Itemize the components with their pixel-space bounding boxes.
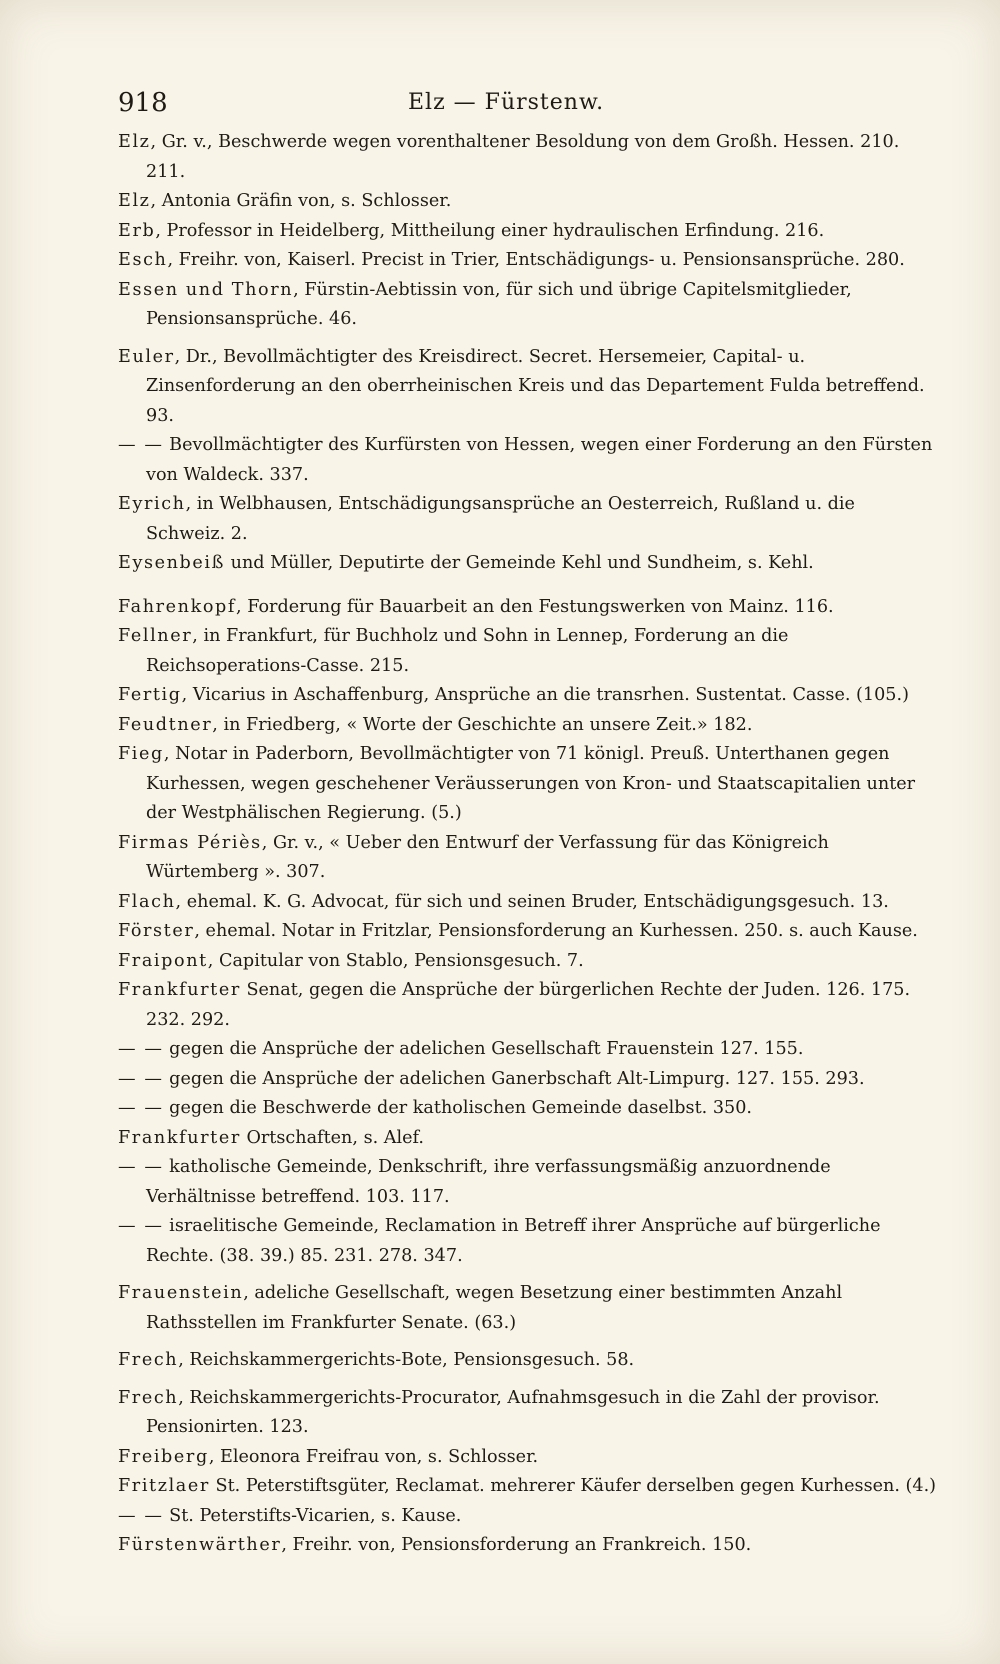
entry-name: Fürstenwärther xyxy=(118,1535,282,1555)
entry-text: St. Peterstifts-Vicarien, s. Kause. xyxy=(163,1505,462,1526)
entry-name: Frankfurter xyxy=(118,1127,241,1148)
index-entry xyxy=(118,976,938,1035)
index-entry xyxy=(118,276,938,335)
entry-text: , Notar in Paderborn, Bevollmächtigter von 71 königl. Preuß. Unterthanen gegen Kurhessen, wegen geschehener Veräusserungen von Kron- und Staatscapitalien unter der Westphälischen Regierung. (5.) xyxy=(146,744,916,823)
entry-name: — — xyxy=(118,1505,164,1526)
entry-text: , Reichskammergerichts-Bote, Pensionsgesuch. 58. xyxy=(178,1350,635,1370)
entry-name: Freiberg xyxy=(118,1446,209,1467)
entry-name: — — xyxy=(118,1216,164,1236)
entry-name: Frech xyxy=(118,1387,179,1408)
entry-text: , Vicarius in Aschaffenburg, Ansprüche an die transrhen. Sustentat. Casse. (105.) xyxy=(181,685,909,705)
index-entry xyxy=(118,1472,938,1502)
entry-name: Elz xyxy=(118,132,151,152)
entry-name: — — xyxy=(118,1068,164,1089)
index-entry xyxy=(118,1531,938,1561)
entry-text: , in Frankfurt, für Buchholz und Sohn in Lennep, Forderung an die Reichsoperations-Casse. 215. xyxy=(146,626,789,676)
entry-name: Fertig xyxy=(118,685,182,705)
index-entry xyxy=(118,128,938,187)
index-entry xyxy=(118,947,938,977)
entry-text: israelitische Gemeinde, Reclamation in Betreff ihrer Ansprüche auf bürgerliche Rechte. (38. 39.) 85. 231. 278. 347. xyxy=(146,1216,881,1266)
index-entry xyxy=(118,490,938,549)
index-entry xyxy=(118,1124,938,1154)
entry-text: , Dr., Bevollmächtigter des Kreisdirect. Secret. Hersemeier, Capital- u. Zinsenforderung an den oberrheinischen Kreis und das Departement Fulda betreffend. 93. xyxy=(146,346,925,426)
index-entry xyxy=(118,217,938,247)
index-entry xyxy=(118,711,938,741)
entry-text: gegen die Ansprüche der adelichen Gesellschaft Frauenstein 127. 155. xyxy=(163,1039,804,1059)
entry-text: Ortschaften, s. Alef. xyxy=(240,1127,425,1148)
entry-name: Fieg xyxy=(118,744,164,764)
running-title: Elz — Fürstenw. xyxy=(408,90,605,115)
index-entry xyxy=(118,917,938,947)
index-entry xyxy=(118,1153,938,1212)
entry-name: Flach xyxy=(118,891,176,912)
entry-name: Fahrenkopf xyxy=(118,596,237,617)
entry-name: Frech xyxy=(118,1350,179,1370)
index-entry xyxy=(118,1035,938,1065)
page-header xyxy=(118,88,938,122)
entry-text: und Müller, Deputirte der Gemeinde Kehl und Sundheim, s. Kehl. xyxy=(225,553,814,573)
entry-name: Frankfurter xyxy=(118,980,241,1000)
index-entry xyxy=(118,1384,938,1443)
entry-text: , in Welbhausen, Entschädigungsansprüche an Oesterreich, Rußland u. die Schweiz. 2. xyxy=(146,494,855,544)
entry-text: , Freihr. von, Kaiserl. Precist in Trier, Entschädigungs- u. Pensionsansprüche. 280. xyxy=(167,250,905,270)
index-entry xyxy=(118,681,938,711)
index-entry xyxy=(118,549,938,579)
entry-text: , in Friedberg, « Worte der Geschichte an unsere Zeit.» 182. xyxy=(212,714,753,735)
index-entry xyxy=(118,1065,938,1095)
entry-text: , ehemal. K. G. Advocat, für sich und seinen Bruder, Entschädigungsgesuch. 13. xyxy=(175,891,889,912)
index-entry xyxy=(118,1279,938,1338)
entry-name: Eysenbeiß xyxy=(118,553,226,573)
entry-name: Feudtner xyxy=(118,714,213,735)
entry-name: Fritzlaer xyxy=(118,1476,210,1496)
entry-text: Senat, gegen die Ansprüche der bürgerlichen Rechte der Juden. 126. 175. 232. 292. xyxy=(146,980,911,1030)
index-entry xyxy=(118,888,938,918)
entry-name: Frauenstein xyxy=(118,1283,244,1303)
entry-text: , Professor in Heidelberg, Mittheilung einer hydraulischen Erfindung. 216. xyxy=(155,220,825,241)
entry-name: Essen und Thorn xyxy=(118,279,294,300)
entry-name: Esch xyxy=(118,250,168,270)
entry-text: , Gr. v., Beschwerde wegen vorenthaltener Besoldung von dem Großh. Hessen. 210. 211. xyxy=(146,132,900,182)
entry-name: — — xyxy=(118,1157,164,1177)
entry-name: Fellner xyxy=(118,626,193,646)
index-entry xyxy=(118,593,938,623)
entry-name: Förster xyxy=(118,921,195,941)
index-entry xyxy=(118,187,938,217)
index-entry xyxy=(118,740,938,829)
entry-name: Elz xyxy=(118,191,151,211)
index-entry xyxy=(118,1443,938,1473)
index-entry xyxy=(118,343,938,432)
entry-text: gegen die Ansprüche der adelichen Ganerbschaft Alt-Limpurg. 127. 155. 293. xyxy=(163,1068,865,1089)
index-entry xyxy=(118,431,938,490)
page-number: 918 xyxy=(118,88,168,118)
entry-text: , Antonia Gräfin von, s. Schlosser. xyxy=(150,191,452,211)
entry-text: , Eleonora Freifrau von, s. Schlosser. xyxy=(208,1446,539,1467)
entry-text: St. Peterstiftsgüter, Reclamat. mehrerer Käufer derselben gegen Kurhessen. (4.) xyxy=(209,1476,937,1496)
index-entry xyxy=(118,246,938,276)
entry-text: , Freihr. von, Pensionsforderung an Frankreich. 150. xyxy=(281,1535,752,1555)
index-entry xyxy=(118,1094,938,1124)
entry-text: , Forderung für Bauarbeit an den Festungswerken von Mainz. 116. xyxy=(236,596,834,617)
entry-name: — — xyxy=(118,1098,164,1118)
entry-text: , Gr. v., « Ueber den Entwurf der Verfassung für das Königreich Würtemberg ». 307. xyxy=(146,832,829,882)
entry-text: , Reichskammergerichts-Procurator, Aufnahmsgesuch in die Zahl der provisor. Pensionirten. 123. xyxy=(146,1387,880,1437)
entry-name: Eyrich xyxy=(118,494,186,514)
entry-text: , ehemal. Notar in Fritzlar, Pensionsforderung an Kurhessen. 250. s. auch Kause. xyxy=(194,921,918,941)
index-entry xyxy=(118,1212,938,1271)
index-entry xyxy=(118,1502,938,1532)
entry-name: Fraipont xyxy=(118,950,208,971)
index-entry xyxy=(118,829,938,888)
index-entries xyxy=(118,128,938,1561)
entry-name: Euler xyxy=(118,346,175,367)
entry-name: — — xyxy=(118,1039,164,1059)
entry-text: , adeliche Gesellschaft, wegen Besetzung einer bestimmten Anzahl Rathsstellen im Frankfurter Senate. (63.) xyxy=(146,1283,843,1333)
index-entry xyxy=(118,622,938,681)
entry-text: gegen die Beschwerde der katholischen Gemeinde daselbst. 350. xyxy=(163,1098,753,1118)
entry-text: , Capitular von Stablo, Pensionsgesuch. 7. xyxy=(207,950,584,971)
index-entry xyxy=(118,1346,938,1376)
entry-name: Firmas Périès xyxy=(118,832,262,853)
entry-text: katholische Gemeinde, Denkschrift, ihre verfassungsmäßig anzuordnende Verhältnisse betreffend. 103. 117. xyxy=(146,1157,831,1207)
entry-name: Erb xyxy=(118,220,156,241)
entry-text: , Fürstin-Aebtissin von, für sich und übrige Capitelsmitglieder, Pensionsansprüche. 46. xyxy=(146,279,852,329)
entry-text: Bevollmächtigter des Kurfürsten von Hessen, wegen einer Forderung an den Fürsten von Waldeck. 337. xyxy=(146,435,933,485)
entry-name: — — xyxy=(118,435,164,455)
